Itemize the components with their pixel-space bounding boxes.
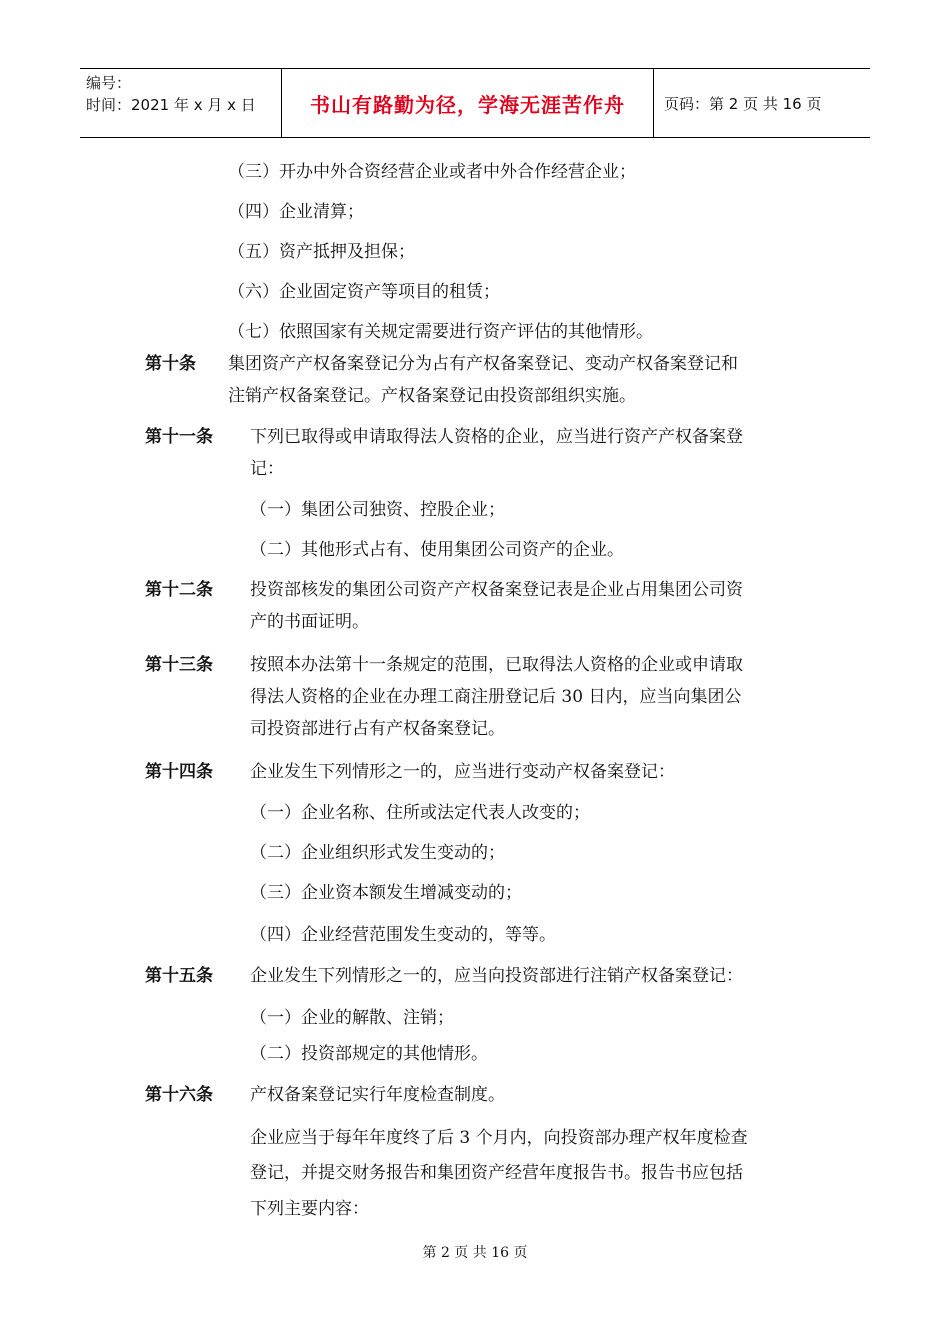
list-item: （三）开办中外合资经营企业或者中外合作经营企业； bbox=[228, 162, 636, 182]
list-item: （七）依照国家有关规定需要进行资产评估的其他情形。 bbox=[228, 322, 653, 342]
document-date: 时间：2021 年 x 月 x 日 bbox=[86, 96, 256, 114]
article-14-label: 第十四条 bbox=[145, 762, 213, 782]
article-12-text: 产的书面证明。 bbox=[250, 612, 369, 632]
list-item: （二）投资部规定的其他情形。 bbox=[250, 1044, 488, 1064]
list-item: （二）其他形式占有、使用集团公司资产的企业。 bbox=[250, 540, 624, 560]
article-16-text: 登记，并提交财务报告和集团资产经营年度报告书。报告书应包括 bbox=[250, 1163, 743, 1183]
article-11-text: 记： bbox=[250, 459, 284, 479]
article-10-text: 注销产权备案登记。产权备案登记由投资部组织实施。 bbox=[228, 386, 636, 406]
article-15-text: 企业发生下列情形之一的，应当向投资部进行注销产权备案登记： bbox=[250, 966, 743, 986]
article-16-text: 下列主要内容： bbox=[250, 1199, 369, 1219]
article-13-label: 第十三条 bbox=[145, 655, 213, 675]
article-16-text: 企业应当于每年年度终了后 3 个月内，向投资部办理产权年度检查 bbox=[250, 1128, 748, 1148]
article-12-text: 投资部核发的集团公司资产产权备案登记表是企业占用集团公司资 bbox=[250, 580, 743, 600]
article-16-text: 产权备案登记实行年度检查制度。 bbox=[250, 1085, 505, 1105]
list-item: （四）企业清算； bbox=[228, 202, 364, 222]
header-meta bbox=[80, 69, 282, 137]
page-footer: 第 2 页 共 16 页 bbox=[422, 1245, 528, 1261]
list-item: （一）集团公司独资、控股企业； bbox=[250, 500, 505, 520]
list-item: （二）企业组织形式发生变动的； bbox=[250, 843, 505, 863]
list-item: （五）资产抵押及担保； bbox=[228, 242, 415, 262]
article-14-text: 企业发生下列情形之一的，应当进行变动产权备案登记： bbox=[250, 762, 675, 782]
article-11-label: 第十一条 bbox=[145, 427, 213, 447]
article-12-label: 第十二条 bbox=[145, 580, 213, 600]
header-page-info: 页码：第 2 页 共 16 页 bbox=[664, 94, 822, 113]
document-number-label: 编号： bbox=[86, 74, 132, 92]
list-item: （四）企业经营范围发生变动的，等等。 bbox=[250, 925, 556, 945]
article-10-text: 集团资产产权备案登记分为占有产权备案登记、变动产权备案登记和 bbox=[228, 354, 738, 374]
article-16-label: 第十六条 bbox=[145, 1085, 213, 1105]
article-11-text: 下列已取得或申请取得法人资格的企业，应当进行资产产权备案登 bbox=[250, 427, 743, 447]
article-13-text: 按照本办法第十一条规定的范围，已取得法人资格的企业或申请取 bbox=[250, 655, 743, 675]
list-item: （一）企业名称、住所或法定代表人改变的； bbox=[250, 803, 590, 823]
list-item: （六）企业固定资产等项目的租赁； bbox=[228, 282, 500, 302]
list-item: （三）企业资本额发生增减变动的； bbox=[250, 883, 522, 903]
article-10-label: 第十条 bbox=[145, 354, 196, 374]
header-motto: 书山有路勤为径，学海无涯苦作舟 bbox=[282, 69, 654, 137]
document-header bbox=[80, 68, 870, 138]
article-13-text: 司投资部进行占有产权备案登记。 bbox=[250, 719, 505, 739]
article-13-text: 得法人资格的企业在办理工商注册登记后 30 日内，应当向集团公 bbox=[250, 687, 742, 707]
article-15-label: 第十五条 bbox=[145, 966, 213, 986]
list-item: （一）企业的解散、注销； bbox=[250, 1008, 454, 1028]
